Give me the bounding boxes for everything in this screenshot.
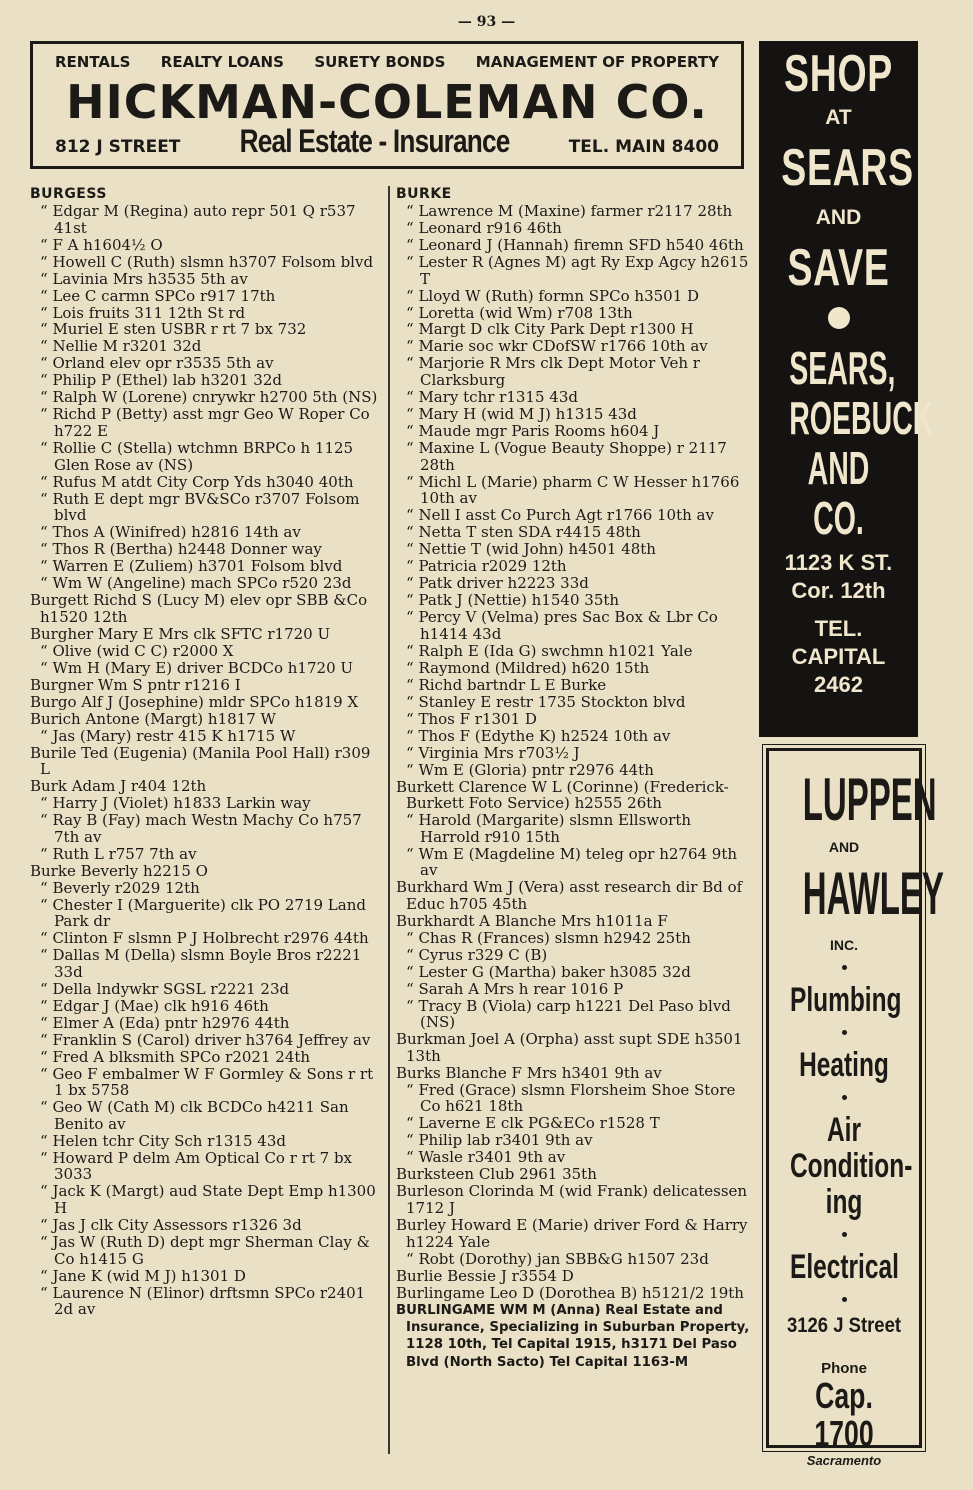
directory-entry: “ Margt D clk City Park Dept r1300 H	[396, 321, 754, 338]
directory-entry: “ Jas W (Ruth D) dept mgr Sherman Clay & Co h1415 G	[30, 1234, 385, 1267]
directory-entry: “ Thos F (Edythe K) h2524 10th av	[396, 728, 754, 745]
directory-entry: “ Mary H (wid M J) h1315 43d	[396, 406, 754, 423]
service-realty-loans: REALTY LOANS	[160, 53, 284, 71]
directory-entry: “ Helen tchr City Sch r1315 43d	[30, 1133, 385, 1150]
directory-entry: “ Olive (wid C C) r2000 X	[30, 643, 385, 660]
directory-entry: “ Lester G (Martha) baker h3085 32d	[396, 964, 754, 981]
directory-entry: “ Lois fruits 311 12th St rd	[30, 305, 385, 322]
directory-entry: Burgner Wm S pntr r1216 I	[30, 675, 241, 694]
directory-column-right	[396, 186, 754, 1372]
luppen-phone-label: Phone	[821, 1360, 867, 1377]
directory-entry: “ Geo F embalmer W F Gormley & Sons r rt 1 bx 5758	[30, 1066, 385, 1099]
directory-entry: “ Maude mgr Paris Rooms h604 J	[396, 423, 754, 440]
sears-number: 2462	[814, 672, 863, 697]
directory-entry: “ Nellie M r3201 32d	[30, 338, 385, 355]
directory-entry: “ Raymond (Mildred) h620 15th	[396, 660, 754, 677]
bullet-dot-icon	[842, 1232, 847, 1237]
directory-entry: “ Chester I (Marguerite) clk PO 2719 Land Park dr	[30, 897, 385, 930]
directory-entry: Burlingame Leo D (Dorothea B) h5121/2 19th	[396, 1283, 744, 1302]
service-heating: Heating	[799, 1046, 889, 1084]
service-air-conditioning: Air Condition-ing	[790, 1111, 913, 1221]
sears-and: AND	[815, 206, 862, 229]
directory-entry: “ Tracy B (Viola) carp h1221 Del Paso blvd (NS)	[396, 998, 754, 1031]
bullet-dot-icon	[842, 1095, 847, 1100]
directory-entry: “ Jack K (Margt) aud State Dept Emp h1300 H	[30, 1183, 385, 1216]
directory-entry: “ Howell C (Ruth) slsmn h3707 Folsom blvd	[30, 254, 385, 271]
directory-entry: “ F A h1604½ O	[30, 237, 385, 254]
directory-entry: “ Clinton F slsmn P J Holbrecht r2976 44th	[30, 930, 385, 947]
directory-entry: “ Elmer A (Eda) pntr h2976 44th	[30, 1015, 385, 1032]
sears-name-line2: ROEBUCK	[789, 392, 934, 444]
directory-entry: “ Lavinia Mrs h3535 5th av	[30, 271, 385, 288]
directory-entry: “ Lawrence M (Maxine) farmer r2117 28th	[396, 203, 754, 220]
directory-entry: “ Michl L (Marie) pharm C W Hesser h1766 10th av	[396, 474, 754, 507]
directory-entry: “ Patk J (Nettie) h1540 35th	[396, 592, 754, 609]
directory-entry: “ Ralph W (Lorene) cnrywkr h2700 5th (NS)	[30, 389, 385, 406]
directory-entry: “ Warren E (Zuliem) h3701 Folsom blvd	[30, 558, 385, 575]
ad-bottom-line	[55, 123, 719, 160]
directory-entry: “ Lloyd W (Ruth) formn SPCo h3501 D	[396, 288, 754, 305]
directory-entry: Burlie Bessie J r3554 D	[396, 1266, 574, 1285]
sears-name-line3: AND CO.	[807, 442, 870, 544]
service-management: MANAGEMENT OF PROPERTY	[475, 53, 719, 71]
directory-entry: “ Howard P delm Am Optical Co r rt 7 bx 3033	[30, 1150, 385, 1183]
sears-name-line1: SEARS,	[789, 342, 896, 394]
directory-entry: “ Thos F r1301 D	[396, 711, 754, 728]
directory-entry: “ Harry J (Violet) h1833 Larkin way	[30, 795, 385, 812]
service-plumbing: Plumbing	[790, 981, 902, 1019]
directory-entry: Burkett Clarence W L (Corinne) (Frederick-Burkett Foto Service) h2555 26th	[396, 777, 729, 813]
directory-entry: “ Della lndywkr SGSL r2221 23d	[30, 981, 385, 998]
directory-entry: “ Franklin S (Carol) driver h3764 Jeffrey av	[30, 1032, 385, 1049]
service-surety-bonds: SURETY BONDS	[314, 53, 446, 71]
ad-phone: TEL. MAIN 8400	[568, 137, 719, 157]
directory-entry: “ Patk driver h2223 33d	[396, 575, 754, 592]
ad-tagline: Real Estate - Insurance	[239, 123, 510, 159]
directory-entry: “ Harold (Margarite) slsmn Ellsworth Harrold r910 15th	[396, 812, 754, 845]
directory-entry: “ Jas J clk City Assessors r1326 3d	[30, 1217, 385, 1234]
luppen-street: 3126 J Street	[786, 1314, 902, 1337]
directory-entry: Burile Ted (Eugenia) (Manila Pool Hall) r309 L	[30, 743, 371, 779]
directory-entry: “ Muriel E sten USBR r rt 7 bx 732	[30, 321, 385, 338]
directory-entry: “ Fred A blksmith SPCo r2021 24th	[30, 1049, 385, 1066]
directory-entry: Burgher Mary E Mrs clk SFTC r1720 U	[30, 624, 331, 643]
directory-entry: Burgett Richd S (Lucy M) elev opr SBB &Co h1520 12th	[30, 591, 368, 626]
sears-corner: Cor. 12th	[791, 578, 886, 603]
directory-entry: “ Edgar J (Mae) clk h916 46th	[30, 998, 385, 1015]
directory-entry: “ Lester R (Agnes M) agt Ry Exp Agcy h2615 T	[396, 254, 754, 287]
directory-entry: “ Nettie T (wid John) h4501 48th	[396, 541, 754, 558]
directory-entry: “ Jane K (wid M J) h1301 D	[30, 1268, 385, 1285]
directory-entry: “ Wm E (Gloria) pntr r2976 44th	[396, 762, 754, 779]
directory-entry: “ Chas R (Frances) slsmn h2942 25th	[396, 930, 754, 947]
directory-entry: “ Wm E (Magdeline M) teleg opr h2764 9th av	[396, 846, 754, 879]
directory-entry: “ Richd P (Betty) asst mgr Geo W Roper Co h722 E	[30, 406, 385, 439]
directory-entry: “ Ruth L r757 7th av	[30, 846, 385, 863]
ad-company-name: HICKMAN-COLEMAN CO.	[66, 75, 708, 129]
directory-entry: “ Dallas M (Della) slsmn Boyle Bros r2221 33d	[30, 947, 385, 980]
directory-entry: Burkhard Wm J (Vera) asst research dir Bd of Educ h705 45th	[396, 878, 743, 913]
directory-entry: “ Patricia r2029 12th	[396, 558, 754, 575]
luppen-phone: Cap. 1700	[814, 1375, 874, 1454]
bullet-dot-icon	[842, 1297, 847, 1302]
section-header: BURKE	[396, 186, 452, 202]
luppen-city: Sacramento	[806, 1453, 882, 1468]
directory-entry: “ Laurence N (Elinor) drftsmn SPCo r2401 2d av	[30, 1285, 385, 1318]
directory-entry: Burkhardt A Blanche Mrs h1011a F	[396, 911, 668, 930]
directory-entry: “ Beverly r2029 12th	[30, 880, 385, 897]
directory-entry: Burks Blanche F Mrs h3401 9th av	[396, 1063, 662, 1082]
directory-column-left	[30, 186, 385, 1318]
directory-entry: “ Netta T sten SDA r4415 48th	[396, 524, 754, 541]
directory-entry: “ Richd bartndr L E Burke	[396, 677, 754, 694]
directory-entry: “ Wasle r3401 9th av	[396, 1149, 754, 1166]
directory-entry: “ Sarah A Mrs h rear 1016 P	[396, 981, 754, 998]
directory-entry: “ Marie soc wkr CDofSW r1766 10th av	[396, 338, 754, 355]
directory-entry: “ Orland elev opr r3535 5th av	[30, 355, 385, 372]
directory-entry: “ Leonard r916 46th	[396, 220, 754, 237]
luppen-and: AND	[828, 839, 860, 855]
directory-entry: “ Thos R (Bertha) h2448 Donner way	[30, 541, 385, 558]
directory-entry: “ Ralph E (Ida G) swchmn h1021 Yale	[396, 643, 754, 660]
section-header: BURGESS	[30, 186, 107, 202]
bullet-dot-icon	[842, 965, 847, 970]
directory-entry: “ Rufus M atdt City Corp Yds h3040 40th	[30, 474, 385, 491]
sears-address: 1123 K ST.	[784, 550, 893, 575]
hickman-coleman-ad	[30, 41, 744, 169]
directory-entry: “ Geo W (Cath M) clk BCDCo h4211 San Benito av	[30, 1099, 385, 1132]
directory-entry: “ Rollie C (Stella) wtchmn BRPCo h 1125 Glen Rose av (NS)	[30, 440, 385, 473]
directory-entry: “ Percy V (Velma) pres Sac Box & Lbr Co h1414 43d	[396, 609, 754, 642]
bullet-dot-icon	[828, 307, 850, 329]
luppen-hawley-ad	[766, 748, 944, 1468]
directory-entry: “ Laverne E clk PG&ECo r1528 T	[396, 1115, 754, 1132]
ad-address: 812 J STREET	[55, 137, 181, 157]
directory-entry: “ Loretta (wid Wm) r708 13th	[396, 305, 754, 322]
directory-entry: “ Virginia Mrs r703½ J	[396, 745, 754, 762]
directory-entry: Burksteen Club 2961 35th	[396, 1165, 597, 1184]
directory-entry: “ Maxine L (Vogue Beauty Shoppe) r 2117 28th	[396, 440, 754, 473]
directory-entry: “ Jas (Mary) restr 415 K h1715 W	[30, 728, 385, 745]
ad-services	[55, 53, 719, 71]
directory-entry: BURLINGAME WM M (Anna) Real Estate and Insurance, Specializing in Suburban Property, 1128 10th, Tel Capital 1915, h3171 Del Paso Blvd (North Sacto) Tel Capital 1163-M	[396, 1302, 750, 1370]
directory-entry: “ Ray B (Fay) mach Westn Machy Co h757 7th av	[30, 812, 385, 845]
directory-entry: Burleson Clorinda M (wid Frank) delicatessen 1712 J	[396, 1182, 748, 1217]
directory-entry: Burgo Alf J (Josephine) mldr SPCo h1819 X	[30, 692, 359, 711]
service-rentals: RENTALS	[55, 53, 131, 71]
luppen-inc: INC.	[830, 937, 858, 953]
directory-entry: “ Nell I asst Co Purch Agt r1766 10th av	[396, 507, 754, 524]
service-electrical: Electrical	[790, 1248, 899, 1286]
directory-entry: Burley Howard E (Marie) driver Ford & Harry h1224 Yale	[396, 1215, 748, 1251]
sears-tel-label: TEL.	[814, 616, 863, 641]
page-number: — 93 —	[457, 14, 516, 30]
directory-entry: “ Philip lab r3401 9th av	[396, 1132, 754, 1149]
directory-entry: “ Philip P (Ethel) lab h3201 32d	[30, 372, 385, 389]
directory-entry: “ Wm H (Mary E) driver BCDCo h1720 U	[30, 660, 385, 677]
directory-entry: “ Wm W (Angeline) mach SPCo r520 23d	[30, 575, 385, 592]
directory-entry: “ Lee C carmn SPCo r917 17th	[30, 288, 385, 305]
sears-ad	[759, 41, 934, 737]
sears-brand: SEARS	[781, 139, 914, 197]
directory-entry: “ Edgar M (Regina) auto repr 501 Q r537 41st	[30, 203, 385, 236]
luppen-name: LUPPEN	[802, 766, 937, 833]
hawley-name: HAWLEY	[802, 860, 944, 927]
directory-entry: “ Robt (Dorothy) jan SBB&G h1507 23d	[396, 1251, 754, 1268]
directory-entry: Burke Beverly h2215 O	[30, 861, 208, 880]
bullet-dot-icon	[842, 1030, 847, 1035]
directory-entry: Burk Adam J r404 12th	[30, 777, 207, 796]
sears-shop: SHOP	[784, 45, 893, 103]
directory-entry: Burich Antone (Margt) h1817 W	[30, 709, 276, 728]
directory-entry: Burkman Joel A (Orpha) asst supt SDE h3501 13th	[396, 1030, 743, 1065]
directory-entry: “ Leonard J (Hannah) firemn SFD h540 46th	[396, 237, 754, 254]
sears-save: SAVE	[787, 239, 890, 297]
directory-entry: “ Cyrus r329 C (B)	[396, 947, 754, 964]
sears-exchange: CAPITAL	[791, 644, 886, 669]
sears-at: AT	[825, 106, 852, 129]
directory-entry: “ Ruth E dept mgr BV&SCo r3707 Folsom blvd	[30, 491, 385, 524]
directory-entry: “ Mary tchr r1315 43d	[396, 389, 754, 406]
directory-entry: “ Stanley E restr 1735 Stockton blvd	[396, 694, 754, 711]
directory-entry: “ Marjorie R Mrs clk Dept Motor Veh r Clarksburg	[396, 355, 754, 388]
directory-entry: “ Thos A (Winifred) h2816 14th av	[30, 524, 385, 541]
column-divider	[388, 186, 390, 1454]
directory-entry: “ Fred (Grace) slsmn Florsheim Shoe Store Co h621 18th	[396, 1082, 754, 1115]
